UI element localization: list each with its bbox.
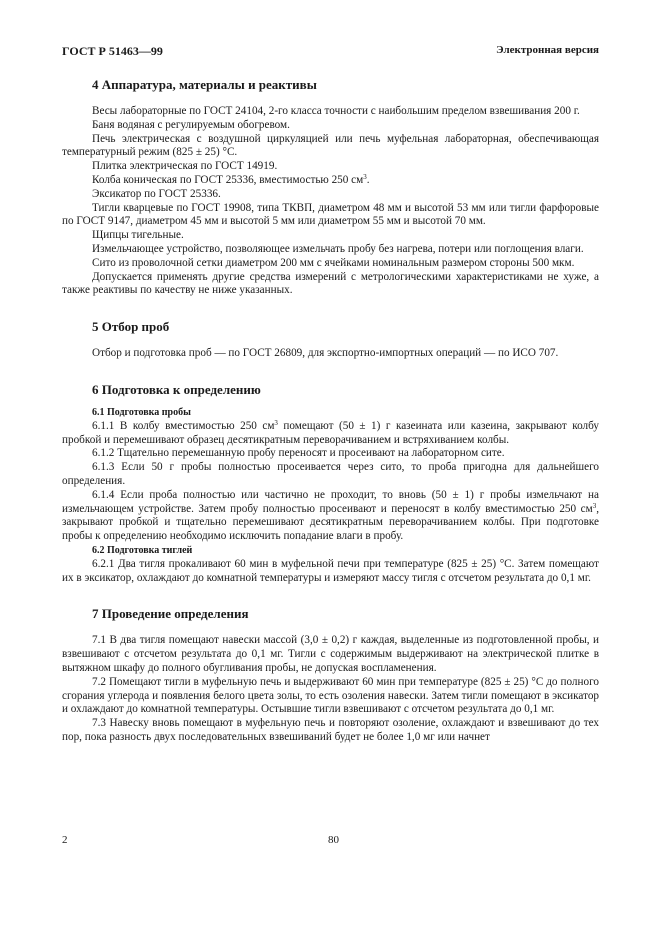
superscript: 3	[592, 501, 597, 510]
paragraph: 7.1 В два тигля помещают навески массой (3,0 ± 0,2) г каждая, выделенные из подготовленной пробы, и взвешивают с отсчетом результата до 0,1 мг. Тигли с содержимым выдерживают на электрической плитке в вытяжном шкафу до полного обугливания пробы, не допуская воспламенения.	[62, 634, 599, 674]
paragraph: Измельчающее устройство, позволяющее измельчать пробу без нагрева, потери или поглощения влаги.	[92, 242, 584, 255]
paragraph: Отбор и подготовка проб — по ГОСТ 26809, для экспортно-импортных операций — по ИСО 707.	[92, 347, 559, 360]
paragraph: Сито из проволочной сетки диаметром 200 мм с ячейками номинальным размером стороны 500 мкм.	[92, 256, 575, 269]
text-run: 6.1.4 Если проба полностью или частично не проходит, то вновь (50 ± 1) г пробы измельчают на измельчающем устройстве. Затем пробу полностью просеивают и переносят в колбу вместимостью 250 см	[62, 488, 599, 515]
text-run: Колба коническая по ГОСТ 25336, вместимостью 250 см	[92, 173, 364, 186]
paragraph: 7.3 Навеску вновь помещают в муфельную печь и повторяют озоление, охлаждают и взвешивают до тех пор, пока разность двух последовательных взвешиваний будет не более 1,0 мг или начнет	[62, 717, 599, 743]
paragraph	[62, 489, 599, 544]
paragraph: Щипцы тигельные.	[92, 229, 184, 242]
text-run: 6.1.1 В колбу вместимостью 250 см	[92, 419, 275, 432]
paragraph: Печь электрическая с воздушной циркуляцией или печь муфельная лабораторная, обеспечивающая температурный режим (825 ± 25) °С.	[62, 132, 599, 159]
superscript: 3	[274, 418, 278, 427]
paragraph	[62, 174, 599, 188]
subsection-heading: 6.1 Подготовка пробы	[92, 406, 191, 418]
section-4-heading: 4 Аппаратура, материалы и реактивы	[92, 77, 317, 92]
paragraph: 6.1.2 Тщательно перемешанную пробу переносят и просеивают на лабораторном сите.	[92, 447, 505, 460]
section-6-heading: 6 Подготовка к определению	[92, 381, 261, 397]
page-body	[62, 76, 599, 745]
paragraph: 6.1.3 Если 50 г пробы полностью просеивается через сито, то проба пригодна для дальнейшего определения.	[62, 461, 599, 487]
page-number-global: 80	[328, 834, 339, 846]
paragraph: Баня водяная с регулируемым обогревом.	[92, 118, 290, 131]
paragraph	[62, 420, 599, 448]
paragraph: Плитка электрическая по ГОСТ 14919.	[92, 160, 278, 173]
subsection-heading: 6.2 Подготовка тиглей	[92, 544, 193, 556]
section-7-heading: 7 Проведение определения	[92, 606, 249, 622]
standard-code: ГОСТ Р 51463—99	[62, 44, 163, 58]
paragraph: Допускается применять другие средства измерений с метрологическими характеристиками не хуже, а также реактивы по качеству не ниже указанных.	[62, 270, 599, 297]
paragraph: Тигли кварцевые по ГОСТ 19908, типа ТКВП, диаметром 48 мм и высотой 53 мм или тигли фарфоровые по ГОСТ 9147, диаметром 45 мм и высотой 5 мм или диаметром 55 мм и высотой 70 мм.	[62, 201, 599, 228]
superscript: 3	[363, 172, 367, 181]
paragraph: Эксикатор по ГОСТ 25336.	[92, 187, 221, 200]
text-run: .	[366, 173, 370, 186]
section-5-heading: 5 Отбор проб	[92, 319, 170, 335]
paragraph: 6.2.1 Два тигля прокаливают 60 мин в муфельной печи при температуре (825 ± 25) °С. Затем помещают их в эксикатор, охлаждают до комнатной температуры и измеряют массу тигля с отсчетом результата до 0,1 мг.	[62, 557, 599, 584]
edition-label: Электронная версия	[496, 44, 599, 56]
paragraph: 7.2 Помещают тигли в муфельную печь и выдерживают 60 мин при температуре (825 ± 25) °С до полного сгорания углерода и появления белого цвета золы, то есть озоления навески. Затем тигли помещают в эксикатор и охлаждают до комнатной температуры. Остывшие тигли взвешивают с отсчетом результата до 0,1 мг.	[62, 675, 599, 716]
text-run: , закрывают пробкой и тщательно перемешивают десятикратным переворачиванием колбы. При подготовке пробы к определению необходимо исключить попадание влаги в пробу.	[62, 502, 599, 543]
paragraph: Весы лабораторные по ГОСТ 24104, 2-го класса точности с наибольшим пределом взвешивания 200 г.	[92, 105, 580, 117]
text-run: помещают (50 ± 1) г казеината или казеина, закрывают колбу пробкой и перемешивают образец десятикратным переворачиванием и встряхиванием колбы.	[62, 419, 599, 446]
page-number-local: 2	[62, 834, 68, 846]
